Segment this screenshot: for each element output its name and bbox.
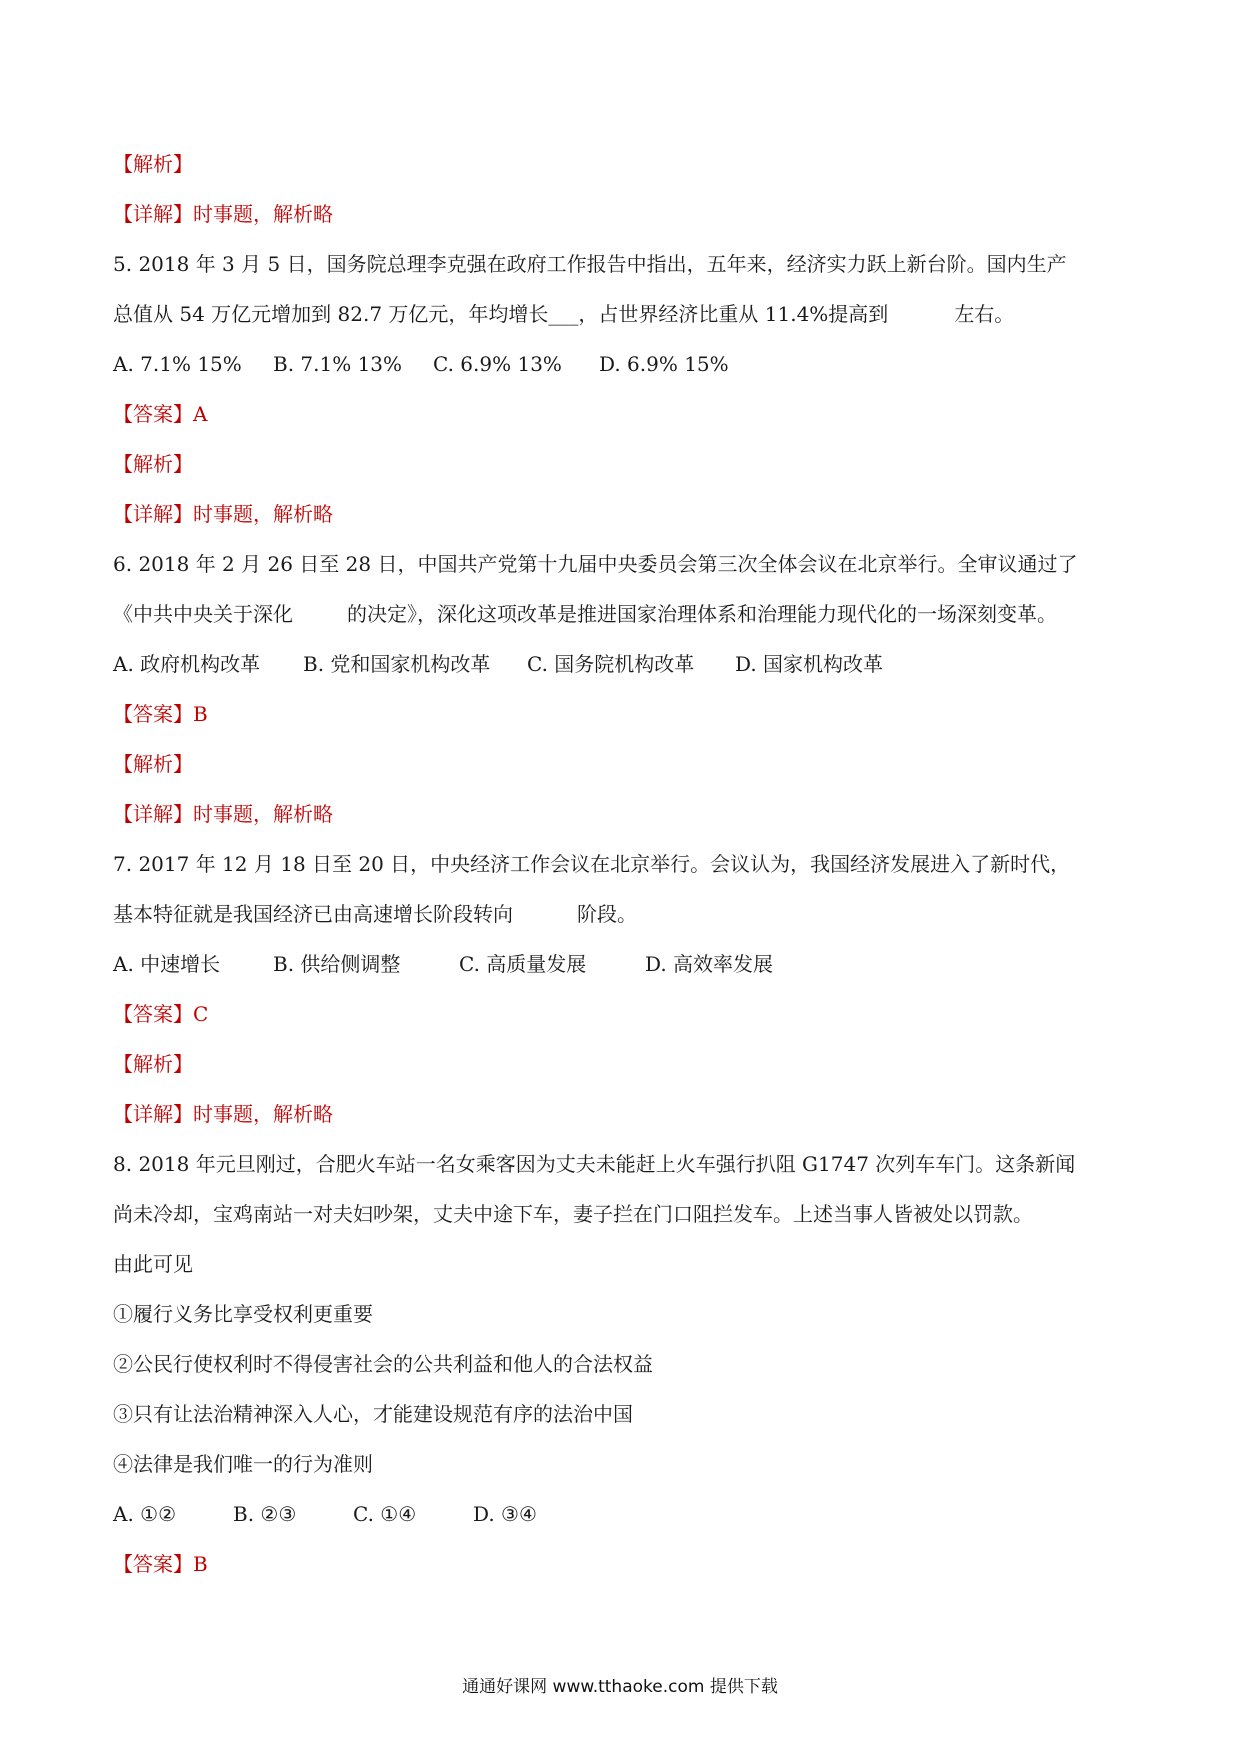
q6-stem-line-2: [113, 600, 1133, 650]
analysis-label: 【解析】: [113, 452, 193, 476]
q7-analysis-line: [113, 1050, 1133, 1100]
q5-option-c: C. 6.9% 13%: [433, 352, 562, 376]
analysis-label: 【解析】: [113, 752, 193, 776]
q5-option-a: A. 7.1% 15%: [113, 352, 242, 376]
q5-answer: A: [193, 402, 208, 426]
q4-analysis-line: [113, 150, 1133, 200]
document-page: [113, 150, 1133, 1600]
analysis-label: 【解析】: [113, 1052, 193, 1076]
answer-label: 【答案】: [113, 1002, 193, 1026]
q6-analysis-line: [113, 750, 1133, 800]
q8-statement-3: ③只有让法治精神深入人心，才能建设规范有序的法治中国: [113, 1402, 633, 1426]
q7-options: [113, 950, 1133, 1000]
q8-statement-2: ②公民行使权利时不得侵害社会的公共利益和他人的合法权益: [113, 1352, 653, 1376]
detail-label: 【详解】: [113, 502, 193, 526]
detail-label: 【详解】: [113, 802, 193, 826]
q6-stem-line-1: 6. 2018 年 2 月 26 日至 28 日，中国共产党第十九届中央委员会第三次全体会议在北京举行。全审议通过了: [113, 552, 1078, 576]
q8-stem-line-3: 由此可见: [113, 1252, 193, 1276]
q6-option-d: D. 国家机构改革: [735, 652, 884, 676]
q5-stem-line-2: [113, 300, 1133, 350]
q7-option-a: A. 中速增长: [113, 952, 221, 976]
answer-label: 【答案】: [113, 402, 193, 426]
q8-options: [113, 1500, 1133, 1550]
q7-answer-line: [113, 1000, 1133, 1050]
q8-option-b: B. ②③: [233, 1502, 297, 1526]
q6-options: [113, 650, 1133, 700]
q8-stem-line-1: 8. 2018 年元旦刚过，合肥火车站一名女乘客因为丈夫未能赶上火车强行扒阻 G1747 次列车车门。这条新闻: [113, 1152, 1076, 1176]
q8-stem-line-2: 尚未冷却，宝鸡南站一对夫妇吵架，丈夫中途下车，妻子拦在门口阻拦发车。上述当事人皆被处以罚款。: [113, 1202, 1033, 1226]
page-footer: 通通好课网 www.tthaoke.com 提供下载: [462, 1677, 778, 1697]
q7-option-b: B. 供给侧调整: [273, 952, 401, 976]
q4-detail-line: [113, 200, 1133, 250]
answer-label: 【答案】: [113, 1552, 193, 1576]
q6-stem-text: 《中共中央关于深化: [113, 602, 293, 626]
q7-stem-text: 基本特征就是我国经济已由高速增长阶段转向: [113, 902, 513, 926]
q5-option-b: B. 7.1% 13%: [273, 352, 403, 376]
q8-answer: B: [193, 1552, 208, 1576]
q7-stem-line-1: 7. 2017 年 12 月 18 日至 20 日，中央经济工作会议在北京举行。会议认为，我国经济发展进入了新时代，: [113, 852, 1071, 876]
q8-option-c: C. ①④: [353, 1502, 417, 1526]
q8-statement-1: ①履行义务比享受权利更重要: [113, 1302, 373, 1326]
q5-analysis-line: [113, 450, 1133, 500]
q6-answer-line: [113, 700, 1133, 750]
detail-text: 时事题，解析略: [193, 1102, 333, 1126]
q5-answer-line: [113, 400, 1133, 450]
q5-option-d: D. 6.9% 15%: [599, 352, 729, 376]
q8-option-d: D. ③④: [473, 1502, 537, 1526]
q6-option-a: A. 政府机构改革: [113, 652, 261, 676]
q5-stem-line-1: 5. 2018 年 3 月 5 日，国务院总理李克强在政府工作报告中指出，五年来，经济实力跃上新台阶。国内生产: [113, 252, 1067, 276]
detail-text: 时事题，解析略: [193, 802, 333, 826]
q5-stem-end: 左右。: [954, 302, 1015, 326]
q7-stem-line-2: [113, 900, 1133, 950]
q7-detail-line: [113, 1100, 1133, 1150]
detail-label: 【详解】: [113, 1102, 193, 1126]
answer-label: 【答案】: [113, 702, 193, 726]
q7-answer: C: [193, 1002, 209, 1026]
q6-option-c: C. 国务院机构改革: [527, 652, 695, 676]
q6-stem-end: 的决定》，深化这项改革是推进国家治理体系和治理能力现代化的一场深刻变革。: [347, 602, 1057, 626]
detail-text: 时事题，解析略: [193, 502, 333, 526]
q5-options: [113, 350, 1133, 400]
q5-detail-line: [113, 500, 1133, 550]
q7-option-d: D. 高效率发展: [645, 952, 774, 976]
q7-option-c: C. 高质量发展: [459, 952, 587, 976]
q6-answer: B: [193, 702, 208, 726]
detail-label: 【详解】: [113, 202, 193, 226]
q6-option-b: B. 党和国家机构改革: [303, 652, 491, 676]
q8-answer-line: [113, 1550, 1133, 1600]
q8-option-a: A. ①②: [113, 1502, 177, 1526]
analysis-label: 【解析】: [113, 152, 193, 176]
q5-stem-text: 总值从 54 万亿元增加到 82.7 万亿元，年均增长___，占世界经济比重从 11.4%提高到: [113, 302, 889, 326]
q6-detail-line: [113, 800, 1133, 850]
q7-stem-end: 阶段。: [577, 902, 637, 926]
q8-statement-4: ④法律是我们唯一的行为准则: [113, 1452, 373, 1476]
detail-text: 时事题，解析略: [193, 202, 333, 226]
